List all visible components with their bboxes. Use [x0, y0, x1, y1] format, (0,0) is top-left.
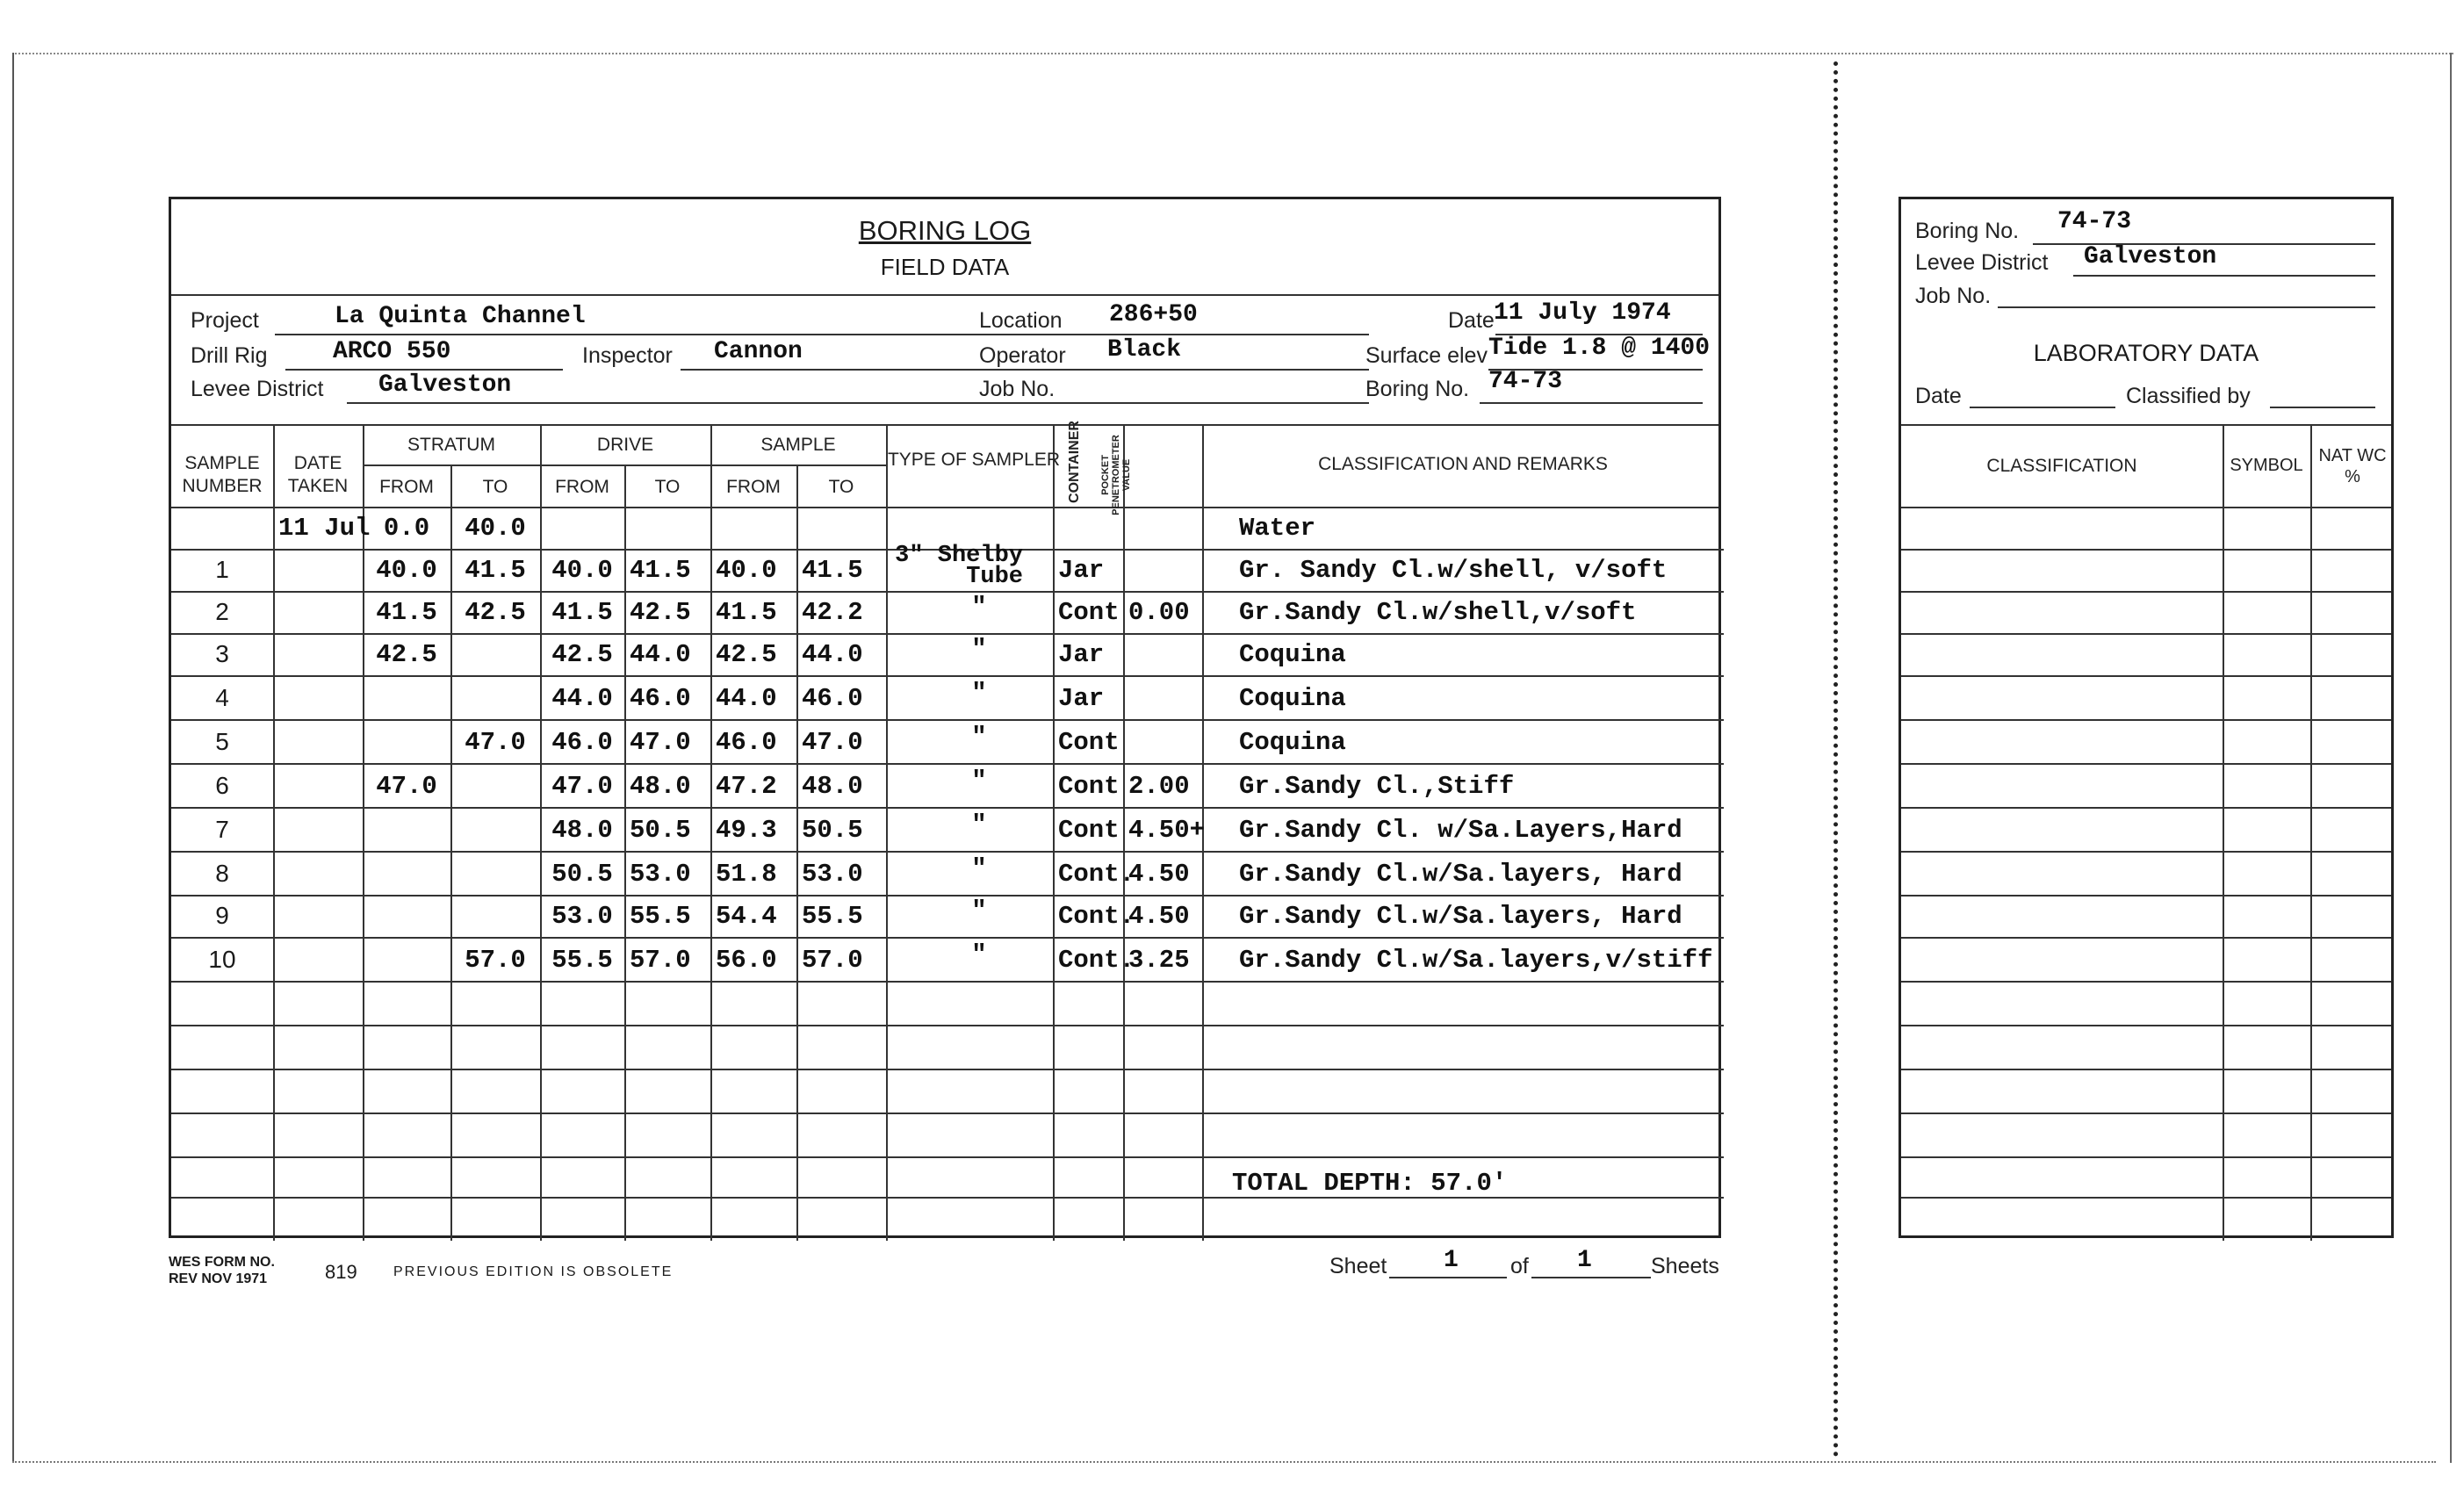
- header-type-of-sampler: TYPE OF SAMPLER: [887, 450, 1061, 470]
- cell-dt: 44.0: [630, 640, 691, 669]
- cell-smt: 46.0: [802, 684, 863, 713]
- lab-header-nat-wc: NAT WC %: [2318, 446, 2387, 486]
- sheet-top-edge: [12, 53, 2453, 55]
- cell-type-of-sampler: ": [971, 897, 987, 925]
- lab-row-divider: [1901, 1069, 2391, 1070]
- cell-st: 57.0: [465, 946, 526, 975]
- row-divider: [171, 1113, 1724, 1114]
- cell-smf: 46.0: [716, 728, 777, 757]
- cell-type-of-sampler: ": [971, 940, 987, 969]
- cell-type-of-sampler: ": [971, 767, 987, 796]
- cell-dt: 47.0: [630, 728, 691, 757]
- cell-type-of-sampler: ": [971, 810, 987, 839]
- cell-df: 40.0: [551, 556, 613, 585]
- lab-levee-district-value: Galveston: [2084, 243, 2217, 270]
- row-divider: [171, 1156, 1724, 1158]
- cell-smt: 47.0: [802, 728, 863, 757]
- cell-num: 3: [215, 640, 229, 667]
- cell-df: 44.0: [551, 684, 613, 713]
- lab-row-divider: [1901, 851, 2391, 853]
- header-stratum-from: FROM: [379, 477, 434, 497]
- cell-pp: 4.50+: [1128, 816, 1206, 845]
- inspector-value: Cannon: [714, 338, 803, 365]
- header-drive: DRIVE: [596, 435, 654, 455]
- column-divider: [710, 424, 712, 1241]
- column-divider: [1053, 424, 1055, 1241]
- header-date-taken: DATE TAKEN: [287, 453, 349, 496]
- header-classification-remarks: CLASSIFICATION AND REMARKS: [1318, 454, 1608, 474]
- cell-num: 5: [215, 728, 229, 755]
- cell-type-of-sampler: ": [971, 854, 987, 883]
- form-number: 819: [325, 1261, 357, 1283]
- cell-smt: 48.0: [802, 772, 863, 801]
- cell-sf: 41.5: [376, 598, 437, 627]
- operator-label: Operator: [979, 343, 1066, 368]
- date-value: 11 July 1974: [1494, 299, 1671, 327]
- cell-cont: Cont.: [1058, 946, 1135, 975]
- cell-df: 50.5: [551, 860, 613, 889]
- row-divider: [171, 895, 1724, 897]
- cell-df: 46.0: [551, 728, 613, 757]
- cell-smf: 47.2: [716, 772, 777, 801]
- lab-boring-no-value: 74-73: [2057, 208, 2132, 235]
- cell-type-of-sampler: ": [971, 679, 987, 708]
- cell-dt: 41.5: [630, 556, 691, 585]
- cell-remarks: Water: [1239, 514, 1316, 543]
- header-sample-number: SAMPLE NUMBER: [182, 453, 263, 496]
- cell-df: 41.5: [551, 598, 613, 627]
- lab-row-divider: [1901, 719, 2391, 721]
- date-label: Date: [1448, 308, 1495, 333]
- row-divider: [171, 807, 1724, 809]
- lab-classified-by-label: Classified by: [2126, 384, 2251, 408]
- cell-type-of-sampler: ": [971, 635, 987, 664]
- levee-district-label: Levee District: [191, 377, 324, 401]
- header-stratum: STRATUM: [407, 435, 495, 455]
- cell-dt: 48.0: [630, 772, 691, 801]
- header-sample-from: FROM: [726, 477, 781, 497]
- header-drive-from: FROM: [555, 477, 609, 497]
- project-label: Project: [191, 308, 259, 333]
- cell-dt: 55.5: [630, 902, 691, 931]
- sheet-right-edge: [2450, 53, 2452, 1463]
- operator-value: Black: [1107, 336, 1182, 364]
- row-divider: [171, 675, 1724, 677]
- boring-no-label: Boring No.: [1365, 377, 1470, 401]
- cell-cont: Jar: [1058, 556, 1105, 585]
- cell-remarks: Gr.Sandy Cl.w/Sa.layers, Hard: [1239, 902, 1682, 931]
- cell-type-of-sampler: ": [971, 593, 987, 622]
- surface-elev-label: Surface elev: [1365, 343, 1488, 368]
- lab-header-classification: CLASSIFICATION: [1986, 456, 2137, 476]
- cell-remarks: Gr.Sandy Cl.w/shell,v/soft: [1239, 598, 1637, 627]
- lab-row-divider: [1901, 937, 2391, 939]
- cell-num: 4: [215, 684, 229, 711]
- cell-cont: Cont: [1058, 816, 1120, 845]
- row-divider: [171, 1025, 1724, 1026]
- total-depth: TOTAL DEPTH: 57.0': [1232, 1169, 1508, 1198]
- lab-job-no-label: Job No.: [1915, 284, 1992, 308]
- cell-num: 9: [215, 902, 229, 929]
- inspector-label: Inspector: [582, 343, 673, 368]
- wes-form-no: WES FORM NO.: [169, 1255, 275, 1270]
- column-divider: [624, 464, 626, 1241]
- cell-cont: Cont: [1058, 598, 1120, 627]
- cell-num: 2: [215, 598, 229, 625]
- cell-smt: 57.0: [802, 946, 863, 975]
- cell-dt: 53.0: [630, 860, 691, 889]
- cell-dt: 42.5: [630, 598, 691, 627]
- lab-row-divider: [1901, 1156, 2391, 1158]
- header-sample: SAMPLE: [760, 435, 836, 455]
- cell-date: 11 Jul: [278, 514, 371, 543]
- cell-cont: Cont: [1058, 728, 1120, 757]
- row-divider: [171, 633, 1724, 635]
- lab-row-divider: [1901, 1197, 2391, 1199]
- of-label: of: [1510, 1254, 1529, 1278]
- cell-smt: 41.5: [802, 556, 863, 585]
- cell-st: 47.0: [465, 728, 526, 757]
- cell-num: 10: [208, 946, 236, 973]
- row-divider: [171, 851, 1724, 853]
- cell-num: 1: [215, 556, 229, 583]
- sheet-number: 1: [1444, 1247, 1459, 1274]
- cell-remarks: Coquina: [1239, 684, 1346, 713]
- form-title-block: [171, 215, 1718, 281]
- column-divider: [1123, 424, 1125, 1241]
- cell-smt: 42.2: [802, 598, 863, 627]
- lab-row-divider: [1901, 633, 2391, 635]
- header-pocket-penetrometer: POCKET PENETROMETER VALUE: [1100, 435, 1132, 515]
- lab-date-label: Date: [1915, 384, 1962, 408]
- cell-smf: 49.3: [716, 816, 777, 845]
- cell-cont: Cont: [1058, 772, 1120, 801]
- sheet-label: Sheet: [1329, 1254, 1387, 1278]
- lab-row-divider: [1901, 675, 2391, 677]
- cell-pp: 0.00: [1128, 598, 1190, 627]
- sheets-label: Sheets: [1651, 1254, 1719, 1278]
- cell-smt: 55.5: [802, 902, 863, 931]
- header-container: CONTAINER: [1067, 421, 1082, 503]
- lab-title: LABORATORY DATA: [2033, 340, 2259, 366]
- cell-smf: 40.0: [716, 556, 777, 585]
- lab-row-divider: [1901, 895, 2391, 897]
- column-divider: [796, 464, 798, 1241]
- obsolete-note: PREVIOUS EDITION IS OBSOLETE: [393, 1264, 674, 1279]
- lab-row-divider: [1901, 1113, 2391, 1114]
- cell-smf: 44.0: [716, 684, 777, 713]
- cell-remarks: Gr.Sandy Cl.w/Sa.layers,v/stiff: [1239, 946, 1713, 975]
- cell-pp: 4.50: [1128, 860, 1190, 889]
- row-divider: [171, 763, 1724, 765]
- cell-df: 55.5: [551, 946, 613, 975]
- cell-remarks: Gr.Sandy Cl.w/Sa.layers, Hard: [1239, 860, 1682, 889]
- cell-smf: 56.0: [716, 946, 777, 975]
- project-value: La Quinta Channel: [335, 303, 586, 330]
- cell-type-of-sampler: 3" Shelby Tube: [895, 543, 1023, 590]
- cell-sf: 42.5: [376, 640, 437, 669]
- row-divider: [171, 591, 1724, 593]
- sheet-left-edge: [12, 53, 14, 1463]
- location-value: 286+50: [1109, 301, 1198, 328]
- lab-row-divider: [1901, 1025, 2391, 1026]
- cell-sf: 0.0: [383, 514, 430, 543]
- lab-row-divider: [1901, 591, 2391, 593]
- drill-rig-value: ARCO 550: [333, 338, 451, 365]
- cell-remarks: Gr. Sandy Cl.w/shell, v/soft: [1239, 556, 1668, 585]
- header-stratum-to: TO: [482, 477, 508, 497]
- cell-df: 53.0: [551, 902, 613, 931]
- cell-smt: 44.0: [802, 640, 863, 669]
- cell-cont: Cont.: [1058, 902, 1135, 931]
- job-no-label: Job No.: [979, 377, 1055, 401]
- form-subtitle: FIELD DATA: [880, 254, 1010, 280]
- column-divider: [363, 424, 364, 1241]
- cell-smf: 54.4: [716, 902, 777, 931]
- cell-sf: 40.0: [376, 556, 437, 585]
- cell-cont: Jar: [1058, 684, 1105, 713]
- cell-df: 42.5: [551, 640, 613, 669]
- cell-dt: 46.0: [630, 684, 691, 713]
- cell-num: 8: [215, 860, 229, 887]
- row-divider: [171, 719, 1724, 721]
- cell-dt: 50.5: [630, 816, 691, 845]
- column-divider: [273, 424, 275, 1241]
- cell-remarks: Gr.Sandy Cl. w/Sa.Layers,Hard: [1239, 816, 1682, 845]
- cell-smt: 53.0: [802, 860, 863, 889]
- levee-district-value: Galveston: [378, 371, 512, 399]
- cell-dt: 57.0: [630, 946, 691, 975]
- rev-date: REV NOV 1971: [169, 1271, 268, 1286]
- cell-pp: 3.25: [1128, 946, 1190, 975]
- cell-remarks: Gr.Sandy Cl.,Stiff: [1239, 772, 1515, 801]
- lab-boring-no-label: Boring No.: [1915, 219, 2020, 243]
- lab-levee-district-label: Levee District: [1915, 250, 2049, 275]
- cell-cont: Cont.: [1058, 860, 1135, 889]
- cell-st: 42.5: [465, 598, 526, 627]
- cell-remarks: Coquina: [1239, 640, 1346, 669]
- lab-row-divider: [1901, 549, 2391, 551]
- form-title: BORING LOG: [858, 215, 1032, 246]
- row-divider: [171, 1069, 1724, 1070]
- surface-elev-value: Tide 1.8 @ 1400: [1488, 335, 1711, 362]
- cell-sf: 47.0: [376, 772, 437, 801]
- cell-smf: 51.8: [716, 860, 777, 889]
- cell-df: 47.0: [551, 772, 613, 801]
- sheet-bottom-edge: [12, 1461, 2436, 1464]
- column-divider: [886, 424, 888, 1241]
- laboratory-data-form: [1898, 197, 2394, 1238]
- drill-rig-label: Drill Rig: [191, 343, 268, 368]
- cell-pp: 2.00: [1128, 772, 1190, 801]
- cell-num: 6: [215, 772, 229, 799]
- cell-type-of-sampler: ": [971, 723, 987, 752]
- cell-pp: 4.50: [1128, 902, 1190, 931]
- location-label: Location: [979, 308, 1063, 333]
- cell-df: 48.0: [551, 816, 613, 845]
- cell-num: 7: [215, 816, 229, 843]
- perforation-line: [1834, 61, 1838, 1458]
- cell-smt: 50.5: [802, 816, 863, 845]
- boring-log-form: [169, 197, 1721, 1238]
- header-sample-to: TO: [828, 477, 854, 497]
- lab-header-symbol: SYMBOL: [2230, 456, 2303, 475]
- sheet-total: 1: [1577, 1247, 1592, 1274]
- cell-smf: 42.5: [716, 640, 777, 669]
- lab-row-divider: [1901, 807, 2391, 809]
- cell-smf: 41.5: [716, 598, 777, 627]
- row-divider: [171, 937, 1724, 939]
- cell-st: 41.5: [465, 556, 526, 585]
- lab-row-divider: [1901, 763, 2391, 765]
- cell-remarks: Coquina: [1239, 728, 1346, 757]
- header-drive-to: TO: [654, 477, 681, 497]
- cell-cont: Jar: [1058, 640, 1105, 669]
- row-divider: [171, 981, 1724, 983]
- lab-row-divider: [1901, 981, 2391, 983]
- boring-no-value: 74-73: [1488, 368, 1563, 395]
- cell-st: 40.0: [465, 514, 526, 543]
